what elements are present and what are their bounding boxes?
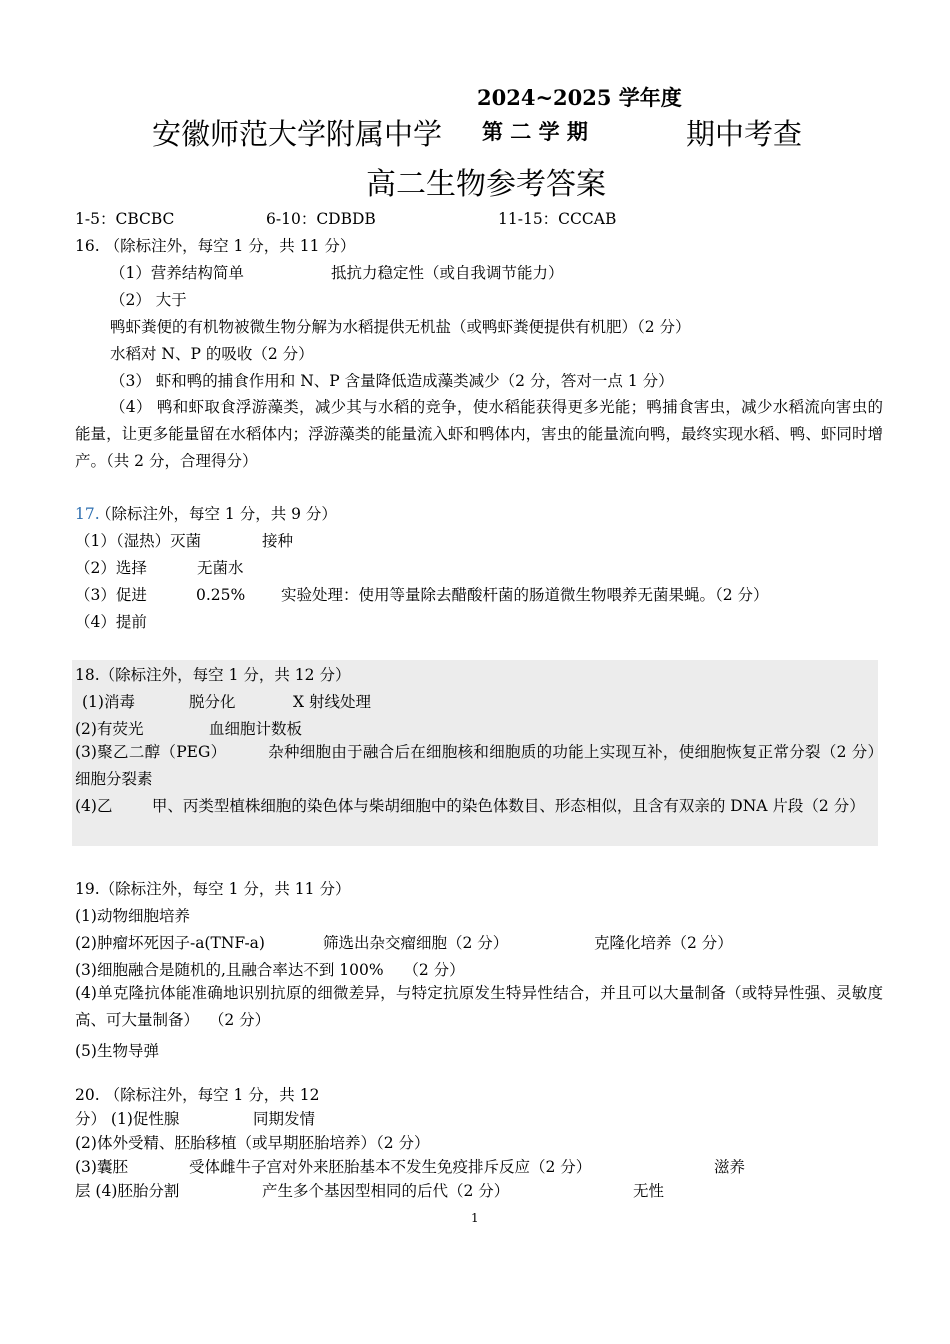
- page-number: 1: [471, 1211, 479, 1225]
- q16-answer-3: （3） 虾和鸭的捕食作用和 N、P 含量降低造成藻类减少（2 分，答对一点 1 分）: [110, 372, 674, 390]
- q18-answer-1c: X 射线处理: [293, 693, 371, 711]
- q20-answer-4a: 层 (4)胚胎分割: [75, 1182, 180, 1200]
- term-label: 第 二 学 期: [482, 119, 588, 144]
- q18-answer-2a: (2)有荧光: [75, 720, 144, 738]
- q20-answer-4b: 产生多个基因型相同的后代（2 分）: [262, 1182, 510, 1200]
- q20-answer-4c: 无性: [633, 1182, 665, 1200]
- q16-heading: 16. （除标注外，每空 1 分，共 11 分）: [75, 237, 356, 255]
- q16-answer-2: （2） 大于: [110, 291, 187, 309]
- q19-answer-2b: 筛选出杂交瘤细胞（2 分）: [323, 934, 509, 952]
- q17-answer-1a: （1）（湿热）灭菌: [75, 532, 202, 550]
- q20-answer-1a: 分） (1)促性腺: [75, 1110, 180, 1128]
- q20-answer-3a: (3)囊胚: [75, 1158, 128, 1176]
- q20-answer-3c: 滋养: [714, 1158, 746, 1176]
- school-year: 2024~2025 学年度: [477, 85, 682, 110]
- q18-heading: 18.（除标注外，每空 1 分，共 12 分）: [75, 666, 351, 684]
- q19-answer-2a: (2)肿瘤坏死因子-a(TNF-a): [75, 934, 265, 952]
- school-name: 安徽师范大学附属中学: [152, 117, 443, 151]
- q17-answer-3a: （3）促进: [75, 586, 147, 604]
- choice-1-5: 1-5：CBCBC: [75, 210, 175, 228]
- q17-answer-2b: 无菌水: [197, 559, 244, 577]
- q19-answer-1: (1)动物细胞培养: [75, 907, 190, 925]
- q16-answer-2c: 水稻对 N、P 的吸收（2 分）: [110, 345, 314, 363]
- q19-answer-5: (5)生物导弹: [75, 1042, 159, 1060]
- q19-answer-4: (4)单克隆抗体能准确地识别抗原的细微差异，与特定抗原发生特异性结合，并且可以大量制备（或特异性强、灵敏度高、可大量制备） （2 分）: [75, 984, 883, 1029]
- q17-heading: （除标注外，每空 1 分，共 9 分）: [96, 505, 337, 523]
- q16-answer-2b: 鸭虾粪便的有机物被微生物分解为水稻提供无机盐（或鸭虾粪便提供有机肥）（2 分）: [110, 318, 691, 336]
- page-title: 高二生物参考答案: [366, 167, 606, 202]
- q18-answer-1b: 脱分化: [189, 693, 236, 711]
- q17-answer-3c: 实验处理：使用等量除去醋酸杆菌的肠道微生物喂养无菌果蝇。（2 分）: [281, 586, 769, 604]
- q16-answer-4: （4） 鸭和虾取食浮游藻类，减少其与水稻的竞争，使水稻能获得更多光能；鸭捕食害虫，减少水稻流向害虫的能量，让更多能量留在水稻体内；浮游藻类的能量流入虾和鸭体内，害虫的能量流向鸭，最终实现水稻、鸭、虾同时增产。（共 2 分，合理得分）: [75, 398, 883, 470]
- q20-heading: 20. （除标注外，每空 1 分，共 12: [75, 1086, 320, 1104]
- choice-11-15: 11-15：CCCAB: [498, 210, 617, 228]
- q18-answer-4: (4)乙 甲、丙类型植株细胞的染色体与柴胡细胞中的染色体数目、形态相似，且含有双亲的 DNA 片段（2 分）: [75, 797, 865, 815]
- q17-answer-4: （4）提前: [75, 613, 147, 631]
- q17-answer-1b: 接种: [262, 532, 294, 550]
- q16-answer-1a: （1）营养结构简单: [110, 264, 244, 282]
- q19-answer-3: (3)细胞融合是随机的,且融合率达不到 100% （2 分）: [75, 961, 465, 979]
- q20-answer-3b: 受体雌牛子宫对外来胚胎基本不发生免疫排斥反应（2 分）: [189, 1158, 592, 1176]
- q17-answer-3b: 0.25%: [196, 586, 246, 604]
- q18-answer-3: (3)聚乙二醇（PEG） 杂种细胞由于融合后在细胞核和细胞质的功能上实现互补，使细胞恢复正常分裂（2 分） 细胞分裂素: [75, 743, 923, 788]
- q19-answer-2c: 克隆化培养（2 分）: [594, 934, 733, 952]
- q17-number: 17.: [75, 505, 100, 523]
- q18-answer-1a: (1)消毒: [82, 693, 135, 711]
- q17-answer-2a: （2）选择: [75, 559, 147, 577]
- q20-answer-2: (2)体外受精、胚胎移植（或早期胚胎培养）（2 分）: [75, 1134, 430, 1152]
- exam-type: 期中考查: [686, 117, 803, 151]
- q18-answer-2b: 血细胞计数板: [209, 720, 303, 738]
- q20-answer-1b: 同期发情: [253, 1110, 316, 1128]
- q16-answer-1b: 抵抗力稳定性（或自我调节能力）: [331, 264, 564, 282]
- q19-heading: 19.（除标注外，每空 1 分，共 11 分）: [75, 880, 351, 898]
- choice-6-10: 6-10：CDBDB: [266, 210, 376, 228]
